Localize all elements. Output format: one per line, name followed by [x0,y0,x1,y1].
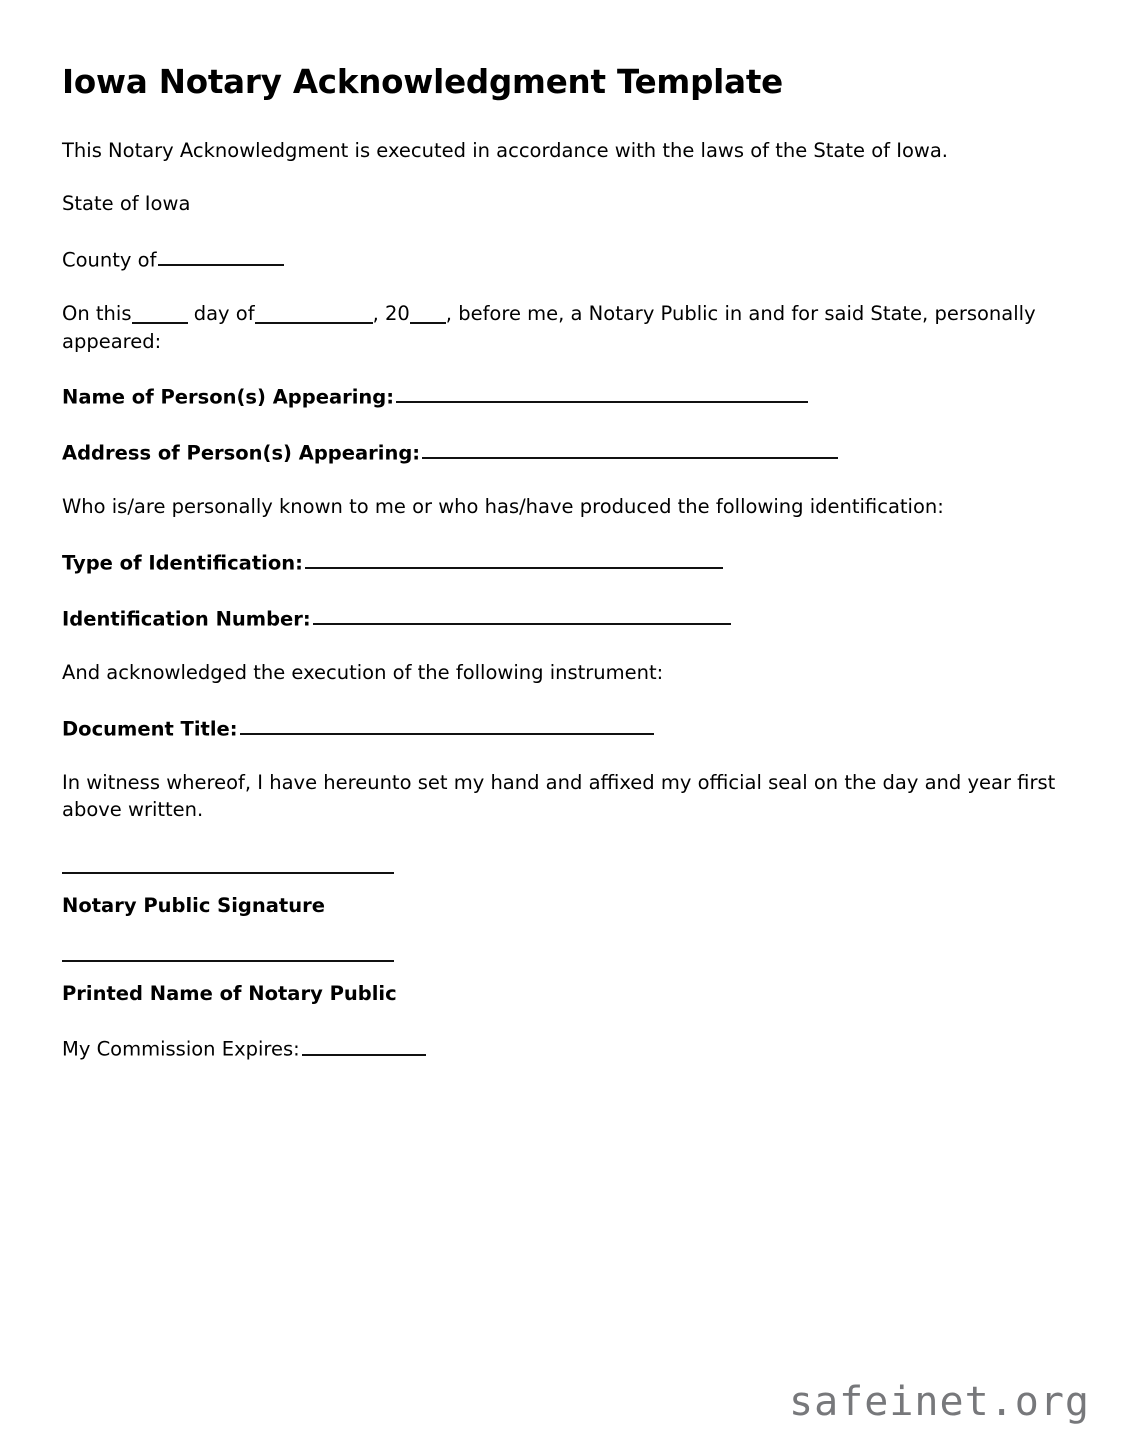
id-number-blank[interactable] [313,603,731,625]
document-title-field-row [62,713,1062,743]
commission-label: My Commission Expires: [62,1037,300,1061]
page-title: Iowa Notary Acknowledgment Template [62,63,784,101]
intro-paragraph: This Notary Acknowledgment is executed in accordance with the laws of the State of Iowa. [62,138,948,162]
document-body [62,62,1062,1090]
id-number-label: Identification Number: [62,607,311,631]
day-blank[interactable] [132,303,188,324]
id-type-field-row [62,547,1062,577]
onthis-prefix: On this [62,302,132,326]
year-blank[interactable] [410,303,446,324]
state-line: State of Iowa [62,192,191,216]
id-number-field-row [62,603,1062,633]
notary-printed-name-line[interactable] [62,960,394,962]
county-field-row [62,244,1062,274]
onthis-day-word: day of [193,302,255,326]
onthis-year-prefix: , 20 [372,302,410,326]
month-blank[interactable] [255,303,373,324]
onthis-suffix: , before me, a Notary Public in and for said State, personally appeared: [62,302,1036,353]
name-label: Name of Person(s) Appearing: [62,385,395,408]
county-label: County of [62,248,157,272]
document-title-blank[interactable] [240,713,654,735]
onthis-paragraph [62,300,1062,355]
identification-intro: Who is/are personally known to me or who has/have produced the following identification: [62,494,944,518]
notary-signature-caption: Notary Public Signature [62,894,325,918]
address-blank[interactable] [422,437,838,459]
county-blank[interactable] [158,244,284,266]
notary-printed-name-caption: Printed Name of Notary Public [62,981,397,1005]
address-label: Address of Person(s) Appearing: [62,441,421,465]
instrument-intro: And acknowledged the execution of the following instrument: [62,660,664,684]
notary-signature-line[interactable] [62,872,394,874]
name-blank[interactable] [396,381,808,403]
id-type-label: Type of Identification: [62,551,303,574]
address-field-row [62,437,1062,467]
witness-paragraph: In witness whereof, I have hereunto set my hand and affixed my official seal on the day and year first above written. [62,770,1056,822]
name-field-row [62,381,1062,411]
site-watermark: safeinet.org [789,1379,1090,1425]
document-title-label: Document Title: [62,717,238,740]
commission-field-row [62,1033,1062,1063]
commission-blank[interactable] [302,1033,426,1055]
id-type-blank[interactable] [305,547,723,569]
